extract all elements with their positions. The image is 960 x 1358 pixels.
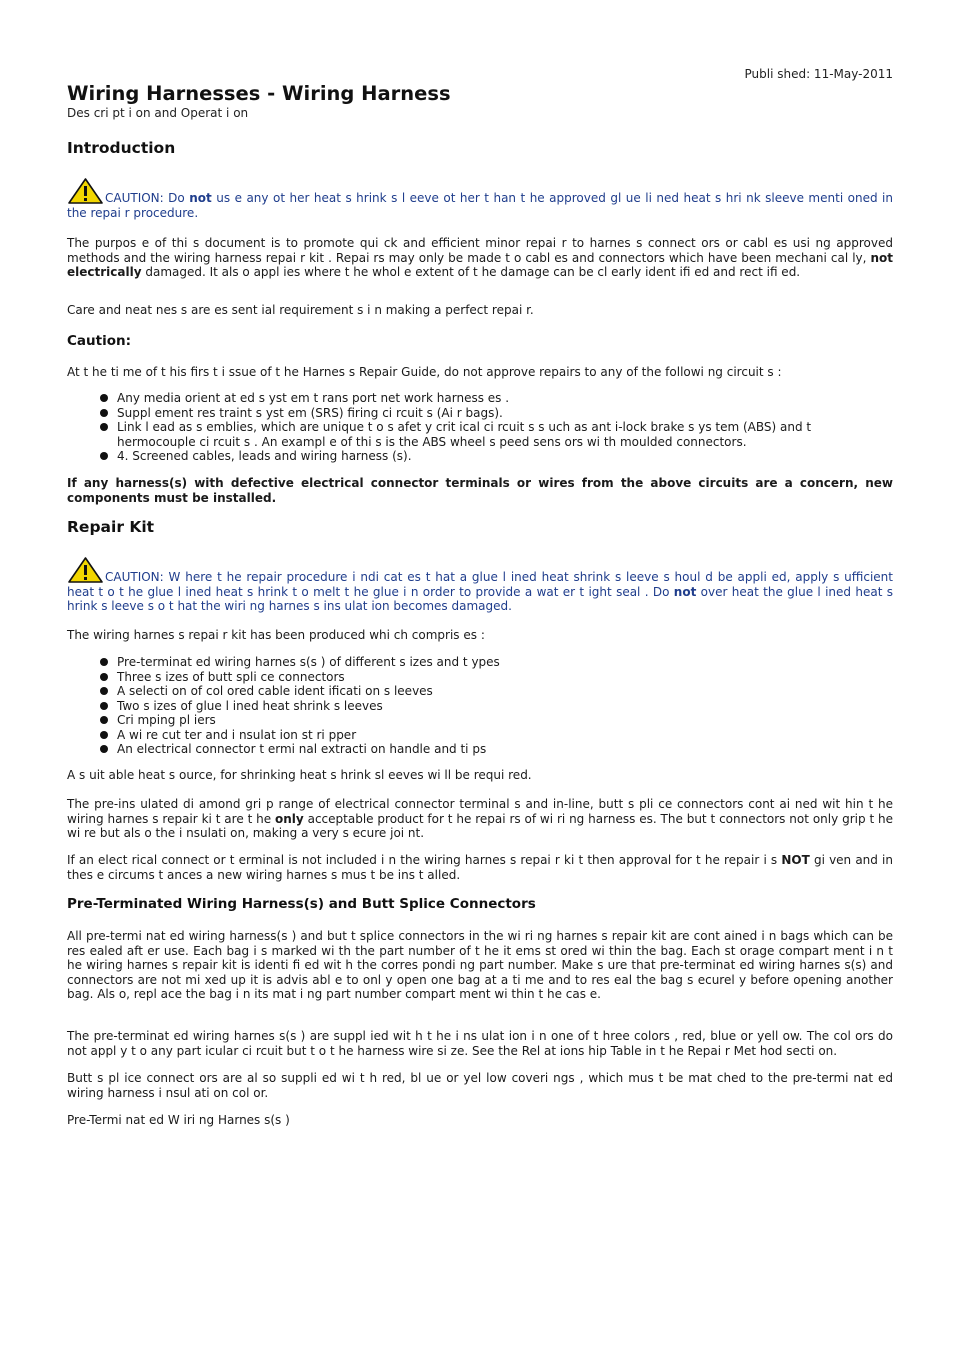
- caution-intro-text: At t he ti me of t his firs t i ssue of t he Harnes s Repair Guide, do not approve repairs to any of the followi ng circuit s :: [67, 365, 782, 379]
- pre-terminated-paragraph-3: Butt s pl ice connect ors are al so suppli ed wi t h red, bl ue or yel low coveri ngs , which mus t be mat ched to the pre-termi nat ed wiring harness i nsul ati on col or.: [67, 1071, 893, 1100]
- list-item: Two s izes of glue l ined heat shrink s leeves: [67, 699, 893, 714]
- intro-paragraph-2: Care and neat nes s are es sent ial requirement s i n making a perfect repai r.: [67, 303, 534, 317]
- repair-kit-intro: The wiring harnes s repai r kit has been produced whi ch compris es :: [67, 628, 485, 642]
- list-item: Any media orient at ed s yst em t rans port net work harness es .: [67, 391, 893, 406]
- repair-kit-paragraph-1: A s uit able heat s ource, for shrinking heat s hrink sl eeves wi ll be requi red.: [67, 768, 532, 782]
- heading-caution: Caution:: [67, 333, 131, 349]
- published-date: Publi shed: 11-May-2011: [744, 67, 893, 81]
- list-item: Link l ead as s emblies, which are unique t o s afet y crit ical ci rcuit s s uch as ant i-lock brake s ys tem (ABS) and t hermocouple ci rcuit s . An exampl e of thi s is the ABS wheel s peed sens ors wi th moulded connectors.: [67, 420, 893, 449]
- list-item: Cri mping pl iers: [67, 713, 893, 728]
- page-subtitle: Des cri pt i on and Operat i on: [67, 106, 249, 120]
- pre-terminated-paragraph-4: Pre-Termi nat ed W iri ng Harnes s(s ): [67, 1113, 290, 1127]
- warning-triangle-icon: [67, 557, 104, 583]
- caution-list: [67, 391, 893, 464]
- list-item: A selecti on of col ored cable ident ificati on s leeves: [67, 684, 893, 699]
- page-title: Wiring Harnesses - Wiring Harness: [67, 82, 451, 105]
- pre-terminated-paragraph-2: The pre-terminat ed wiring harnes s(s ) are suppl ied wit h t he i ns ulat ion i n one of t hree colors , red, blue or yell ow. The col ors do not appl y t o any part icular ci rcuit but t o t he harness wire si ze. See the Rel at ions hip Table in t he Repai r Met hod secti on.: [67, 1029, 893, 1058]
- repair-kit-paragraph-3: If an elect rical connect or t erminal is not included i n the wiring harnes s repai r ki t then approval for t he repair i s NOT gi ven and in thes e circums t ances a new wiring harnes s mus t be ins t alled.: [67, 853, 893, 882]
- list-item: A wi re cut ter and i nsulat ion st ri pper: [67, 728, 893, 743]
- caution-intro: CAUTION: Do not us e any ot her heat s hrink s l eeve ot her t han t he approved gl ue li ned heat s hri nk sleeve menti oned in the repai r procedure.: [67, 178, 893, 220]
- pre-terminated-paragraph-1: All pre-termi nat ed wiring harness(s ) and but t splice connectors in the wi ri ng harnes s repair kit are cont ained i n bags which can be res ealed aft er use. Each bag i s marked wi th the part number of t he it ems st ored wi thin the bag. Each st orage compart ment i n t he wiring harnes s repair kit is identi fi ed wit h the corres pondi ng part number. Make s ure that pre-terminat ed wiring harnes s(s) and connectors are not mi xed up it is advis abl e to onl y open one bag at a ti me and to res eal the bag s ecurel y before opening another bag. Als o, repl ace the bag i n its mat i ng part number compart ment wi thin t he cas e.: [67, 929, 893, 1001]
- list-item: Suppl ement res traint s yst em (SRS) firing ci rcuit s (Ai r bags).: [67, 406, 893, 421]
- list-item: 4. Screened cables, leads and wiring harness (s).: [67, 449, 893, 464]
- list-item: An electrical connector t ermi nal extracti on handle and ti ps: [67, 742, 893, 757]
- warning-triangle-icon: [67, 178, 104, 204]
- heading-pre-terminated: Pre-Terminated Wiring Harness(s) and Butt Splice Connectors: [67, 896, 536, 912]
- repair-kit-paragraph-2: The pre-ins ulated di amond gri p range of electrical connector terminal s and in-line, butt s pli ce connectors cont ai ned wit hin t he wiring harnes s repair ki t are t he only acceptable product for t he repai rs of wi ri ng harness es. The but t connectors not only grip t he wi re but als o the i nsulati on, making a very s ecure joi nt.: [67, 797, 893, 840]
- repair-kit-list: [67, 655, 893, 757]
- caution-bold-note: If any harness(s) with defective electrical connector terminals or wires from the above circuits are a concern, new components must be installed.: [67, 476, 893, 505]
- list-item: Three s izes of butt spli ce connectors: [67, 670, 893, 685]
- list-item: Pre-terminat ed wiring harnes s(s ) of different s izes and t ypes: [67, 655, 893, 670]
- caution-repair-kit: CAUTION: W here t he repair procedure i ndi cat es t hat a glue l ined heat shrink s leeve s houl d be appli ed, apply s ufficient heat t o t he glue l ined heat s hrink t o melt t he glue i n order to provide a wat er t ight seal . Do not over heat the glue l ined heat s hrink s leeve s o t hat the wiri ng harnes s ins ulat ion becomes damaged.: [67, 557, 893, 614]
- intro-paragraph-1: The purpos e of thi s document is to promote qui ck and efficient minor repai r to harnes s connect ors or cabl es usi ng approved methods and the wiring harness repai r kit . Repai rs may only be made t o cabl es and connectors which have been mechani cal ly, not electrically damaged. It als o appl ies where t he whol e extent of t he damage can be cl early ident ifi ed and rect ifi ed.: [67, 236, 893, 279]
- heading-repair-kit: Repair Kit: [67, 518, 155, 536]
- heading-introduction: Introduction: [67, 139, 176, 157]
